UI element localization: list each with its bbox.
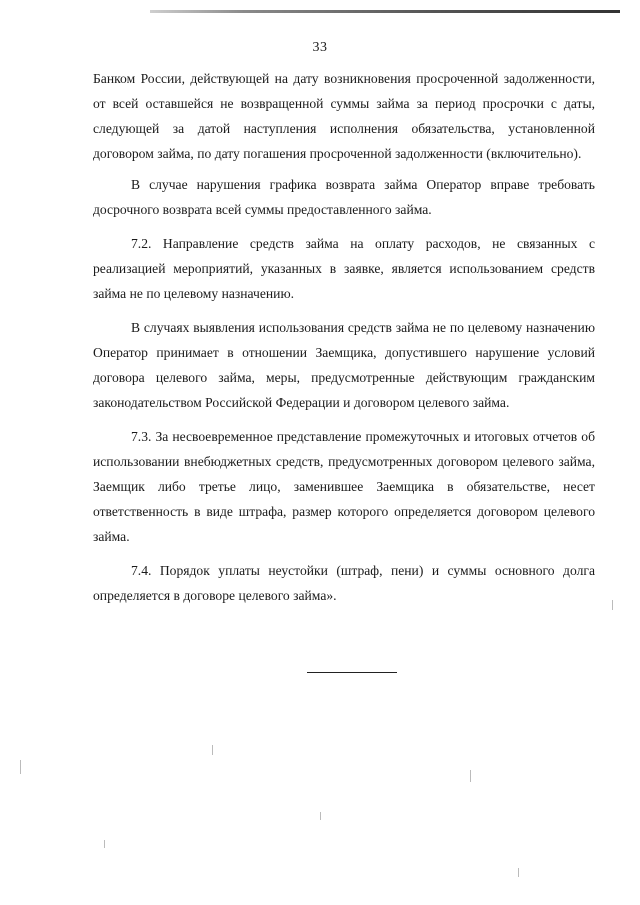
scan-edge-mark bbox=[150, 10, 620, 13]
scan-speck bbox=[104, 840, 105, 848]
scan-speck bbox=[518, 868, 519, 877]
paragraph-7-3: 7.3. За несвоевременное представление промежуточных и итоговых отчетов об использовании внебюджетных средств, предусмотренных договором целевого займа, Заемщик либо третье лицо, заменившее Заемщика в обязательстве, несет ответственность в виде штрафа, размер которого определяется договором целевого займа. bbox=[93, 429, 595, 544]
end-of-text-rule bbox=[307, 672, 397, 673]
paragraph-early-repayment: В случае нарушения графика возврата займа Оператор вправе требовать досрочного возврата всей суммы предоставленного займа. bbox=[93, 177, 595, 217]
scan-speck bbox=[212, 745, 213, 755]
paragraph-7-4: 7.4. Порядок уплаты неустойки (штраф, пени) и суммы основного долга определяется в договоре целевого займа». bbox=[93, 563, 595, 603]
scan-speck bbox=[612, 600, 613, 610]
scan-speck bbox=[20, 760, 21, 774]
page-number: 33 bbox=[312, 40, 328, 55]
paragraph-continuation: Банком России, действующей на дату возникновения просроченной задолженности, от всей оставшейся не возвращенной суммы займа за период просрочки с даты, следующей за датой наступления исполнения обязательства, установленной договором займа, по дату погашения просроченной задолженности (включительно). bbox=[93, 71, 595, 161]
paragraph-7-2: 7.2. Направление средств займа на оплату расходов, не связанных с реализацией мероприятий, указанных в заявке, является использованием средств займа не по целевому назначению. bbox=[93, 236, 595, 301]
scan-speck bbox=[320, 812, 321, 820]
document-body bbox=[93, 66, 595, 617]
scan-speck bbox=[470, 770, 471, 782]
paragraph-misuse-measures: В случаях выявления использования средств займа не по целевому назначению Оператор принимает в отношении Заемщика, допустившего нарушение условий договора целевого займа, меры, предусмотренные действующим гражданским законодательством Российской Федерации и договором целевого займа. bbox=[93, 320, 595, 410]
